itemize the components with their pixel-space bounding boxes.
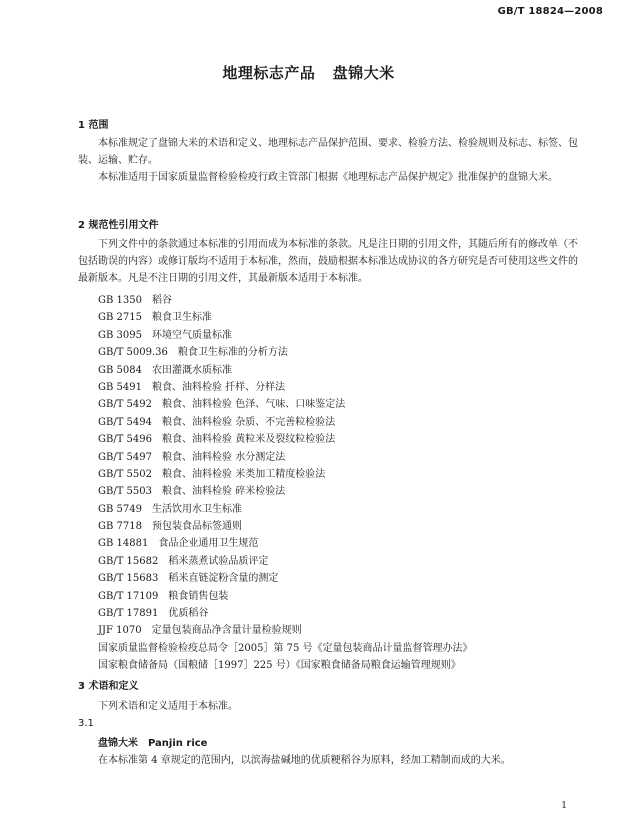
reference-name: 稻米蒸煮试验品质评定 [168, 555, 269, 567]
reference-item [98, 518, 473, 535]
reference-name: 粮食、油料检验 水分测定法 [162, 451, 286, 463]
normative-refs-intro: 下列文件中的条款通过本标准的引用而成为本标准的条款。凡是注日期的引用文件，其随后所有的修改单（不包括勘误的内容）或修订版均不适用于本标准，然而，鼓励根据本标准达成协议的各方研究是否可使用这些文件的最新版本。凡是不注日期的引用文件，其最新版本适用于本标准。 [78, 239, 578, 284]
reference-name: 粮食、油料检验 米类加工精度检验法 [162, 468, 326, 480]
reference-code: GB/T 17891 [98, 608, 159, 620]
reference-item [98, 588, 473, 605]
reference-code: GB/T 15682 [98, 555, 159, 567]
reference-code: GB/T 17109 [98, 590, 159, 602]
reference-item [98, 553, 473, 570]
reference-name: 粮食销售包装 [168, 590, 229, 602]
reference-name: 粮食、油料检验 黄粒米及裂纹粒检验法 [162, 434, 336, 446]
reference-item [98, 657, 473, 674]
reference-code: GB 14881 [98, 538, 149, 550]
standard-code: GB/T 18824—2008 [497, 6, 603, 17]
section-2-heading: 2 规范性引用文件 [78, 220, 159, 231]
reference-name: 农田灌溉水质标准 [151, 364, 232, 376]
reference-item [98, 396, 473, 413]
reference-code: GB/T 15683 [98, 573, 159, 585]
reference-code: GB/T 5502 [98, 468, 153, 480]
reference-list [98, 292, 473, 675]
reference-code: GB/T 5492 [98, 399, 153, 411]
section-1-heading: 1 范围 [78, 120, 109, 131]
reference-code: GB 1350 [98, 295, 142, 306]
reference-code: GB/T 5503 [98, 486, 153, 498]
reference-name: 粮食、油料检验 色泽、气味、口味鉴定法 [162, 399, 346, 411]
reference-name: 粮食、油料检验 扦样、分样法 [151, 381, 286, 393]
reference-name: 环境空气质量标准 [151, 329, 232, 341]
reference-item [98, 292, 473, 309]
reference-name: 预包装食品标签通则 [151, 521, 242, 533]
reference-name: 生活饮用水卫生标准 [151, 503, 242, 515]
reference-item [98, 414, 473, 431]
reference-item [98, 483, 473, 500]
terms-intro: 下列术语和定义适用于本标准。 [98, 701, 238, 712]
reference-item [98, 640, 473, 657]
reference-name: 稻米直链淀粉含量的测定 [168, 573, 279, 585]
reference-item [98, 466, 473, 483]
reference-name: 国家粮食储备局（国粮储［1997］225 号）《国家粮食储备局粮食运输管理规则》 [98, 660, 461, 672]
reference-name: 定量包装商品净含量计量检验规则 [151, 625, 302, 637]
reference-item [98, 379, 473, 396]
reference-item [98, 501, 473, 518]
term-chinese: 盘锦大米 [98, 738, 138, 749]
reference-name: 粮食卫生标准 [151, 312, 212, 324]
reference-name: 稻谷 [151, 295, 172, 306]
reference-code: GB/T 5496 [98, 434, 153, 446]
reference-item [98, 309, 473, 326]
reference-name: 粮食、油料检验 碎米检验法 [162, 486, 286, 498]
reference-item [98, 344, 473, 361]
reference-name: 食品企业通用卫生规范 [158, 538, 259, 550]
reference-name: 优质稻谷 [168, 608, 209, 620]
term-english: Panjin rice [148, 738, 208, 749]
reference-item [98, 449, 473, 466]
reference-code: GB 5084 [98, 364, 142, 376]
reference-item [98, 622, 473, 639]
reference-item [98, 570, 473, 587]
reference-name: 粮食卫生标准的分析方法 [177, 347, 288, 359]
reference-code: GB 5491 [98, 381, 142, 393]
reference-code: GB 5749 [98, 503, 142, 515]
term-heading [98, 737, 207, 751]
reference-code: GB/T 5009.36 [98, 347, 168, 359]
clause-number: 3.1 [78, 718, 94, 729]
reference-item [98, 327, 473, 344]
reference-item [98, 535, 473, 552]
reference-code: GB 7718 [98, 521, 142, 533]
reference-item [98, 362, 473, 379]
term-definition: 在本标准第 4 章规定的范围内，以滨海盐碱地的优质粳稻谷为原料，经加工精制而成的大米。 [98, 755, 511, 766]
document-title: 地理标志产品 盘锦大米 [222, 64, 395, 82]
reference-code: GB/T 5494 [98, 416, 153, 428]
reference-code: GB 3095 [98, 329, 142, 341]
reference-name: 粮食、油料检验 杂质、不完善粒检验法 [162, 416, 336, 428]
section-3-heading: 3 术语和定义 [78, 681, 139, 692]
page-number: 1 [561, 801, 567, 811]
reference-code: GB/T 5497 [98, 451, 153, 463]
reference-code: JJF 1070 [98, 625, 142, 637]
reference-code: GB 2715 [98, 312, 142, 324]
reference-item [98, 431, 473, 448]
scope-paragraph-1: 本标准规定了盘锦大米的术语和定义、地理标志产品保护范围、要求、检验方法、检验规则及标志、标签、包装、运输、贮存。 [78, 138, 578, 166]
reference-name: 国家质量监督检验检疫总局令［2005］第 75 号《定量包装商品计量监督管理办法》 [98, 642, 473, 654]
scope-paragraph-2: 本标准适用于国家质量监督检验检疫行政主管部门根据《地理标志产品保护规定》批准保护的盘锦大米。 [98, 172, 558, 183]
reference-item [98, 605, 473, 622]
